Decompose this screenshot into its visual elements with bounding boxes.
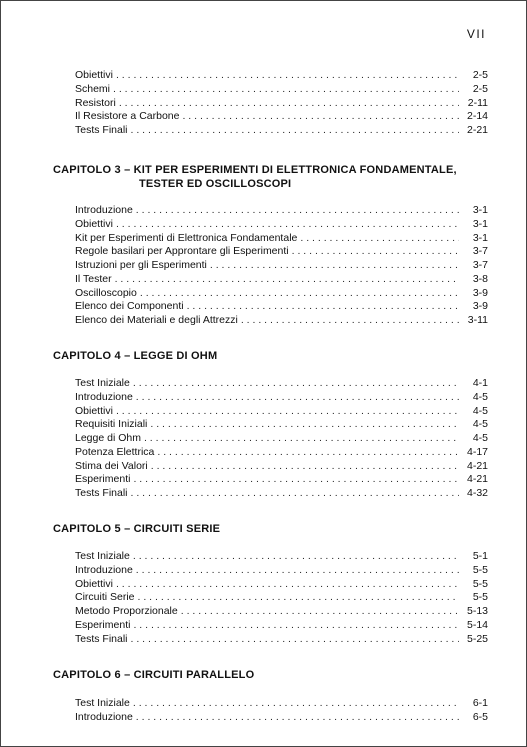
toc-dot-leader: [150, 418, 459, 432]
toc-entry-title: Tests Finali: [75, 487, 128, 499]
toc-entry-title: Schemi: [75, 82, 111, 95]
toc-entry-page: 4-5: [472, 432, 488, 444]
page-number: VII: [466, 27, 486, 41]
toc-entry-page: 5-14: [466, 618, 488, 631]
toc-entry: [75, 418, 488, 432]
toc-entry-title: Elenco dei Materiali e degli Attrezzi: [75, 314, 238, 326]
toc-entry: [75, 605, 488, 619]
toc-dot-leader: [116, 218, 459, 232]
chapter-heading-5: [53, 522, 220, 536]
toc-entry-title: Obiettivi: [75, 217, 113, 230]
toc-entry: [75, 314, 488, 328]
toc-entry-page: 4-21: [466, 473, 488, 486]
toc-entry-title: Regole basilari per Approntare gli Esperimenti: [75, 245, 289, 258]
toc-entry-title: Potenza Elettrica: [75, 445, 155, 458]
toc-entry-title: Test Iniziale: [75, 550, 130, 562]
toc-dot-leader: [136, 391, 459, 405]
toc-dot-leader: [133, 377, 459, 391]
toc-entry: [75, 405, 488, 419]
toc-entry-page: 2-5: [472, 82, 488, 95]
toc-entry: [75, 578, 488, 592]
toc-entry-page: 4-17: [466, 445, 488, 458]
toc-list-chapter-3: [75, 204, 488, 328]
toc-entry-page: 6-5: [472, 710, 488, 723]
toc-list-chapter-2: [75, 69, 488, 138]
toc-entry-page: 5-5: [472, 577, 488, 590]
toc-entry-title: Obiettivi: [75, 404, 113, 417]
toc-dot-leader: [157, 446, 459, 460]
toc-entry: [75, 232, 488, 246]
toc-entry-title: Introduzione: [75, 204, 133, 216]
toc-entry-page: 4-5: [472, 418, 488, 431]
toc-dot-leader: [133, 473, 459, 487]
toc-entry-page: 3-9: [472, 286, 488, 299]
toc-entry-title: Elenco dei Componenti: [75, 300, 184, 313]
toc-entry-page: 2-14: [466, 110, 488, 123]
toc-entry-title: Kit per Esperimenti di Elettronica Fondamentale: [75, 231, 298, 244]
toc-entry-page: 4-5: [472, 390, 488, 403]
toc-entry: [75, 69, 488, 83]
toc-entry-page: 2-5: [472, 69, 488, 81]
toc-entry-page: 4-32: [466, 487, 488, 499]
toc-entry: [75, 245, 488, 259]
toc-entry-title: Oscilloscopio: [75, 286, 137, 299]
toc-entry: [75, 300, 488, 314]
toc-entry-page: 3-1: [472, 231, 488, 244]
toc-dot-leader: [131, 633, 459, 647]
toc-entry: [75, 97, 488, 111]
toc-entry-title: Introduzione: [75, 563, 133, 576]
toc-entry: [75, 460, 488, 474]
toc-dot-leader: [136, 711, 459, 725]
toc-entry-page: 6-1: [472, 697, 488, 709]
toc-entry: [75, 259, 488, 273]
toc-entry-page: 5-5: [472, 563, 488, 576]
toc-entry: [75, 697, 488, 711]
toc-dot-leader: [131, 124, 459, 138]
chapter-heading-line1: CAPITOLO 4 – LEGGE DI OHM: [53, 350, 218, 362]
toc-entry-page: 4-5: [472, 404, 488, 417]
toc-entry-title: Resistori: [75, 96, 116, 109]
toc-entry-title: Test Iniziale: [75, 697, 130, 709]
toc-dot-leader: [116, 405, 459, 419]
toc-entry-page: 3-11: [467, 314, 488, 326]
toc-entry-title: Il Tester: [75, 272, 112, 285]
toc-dot-leader: [133, 550, 459, 564]
toc-entry: [75, 591, 488, 605]
toc-entry-title: Introduzione: [75, 710, 133, 723]
toc-entry-title: Test Iniziale: [75, 377, 130, 389]
toc-list-chapter-5: [75, 550, 488, 646]
toc-dot-leader: [187, 300, 459, 314]
toc-dot-leader: [151, 460, 459, 474]
toc-list-chapter-4: [75, 377, 488, 501]
toc-entry: [75, 377, 488, 391]
toc-dot-leader: [116, 578, 459, 592]
toc-entry-page: 3-1: [472, 217, 488, 230]
toc-entry-page: 3-7: [472, 259, 488, 271]
toc-entry-title: Requisiti Iniziali: [75, 418, 148, 431]
toc-entry: [75, 564, 488, 578]
toc-dot-leader: [136, 204, 459, 218]
toc-entry-page: 3-8: [472, 272, 488, 285]
toc-entry-title: Metodo Proporzionale: [75, 605, 178, 617]
toc-entry: [75, 633, 488, 647]
toc-entry: [75, 473, 488, 487]
chapter-heading-line1: CAPITOLO 6 – CIRCUITI PARALLELO: [53, 669, 255, 681]
toc-dot-leader: [182, 110, 459, 124]
chapter-heading-line1: CAPITOLO 5 – CIRCUITI SERIE: [53, 523, 221, 535]
toc-entry-page: 4-21: [466, 459, 488, 472]
toc-entry-page: 3-1: [472, 204, 488, 216]
toc-entry-page: 4-1: [472, 377, 488, 389]
toc-dot-leader: [116, 69, 459, 83]
toc-dot-leader: [133, 697, 459, 711]
toc-entry-page: 5-13: [466, 605, 488, 617]
toc-entry-page: 3-9: [472, 300, 488, 313]
toc-entry-page: 5-5: [472, 591, 488, 604]
toc-entry-title: Tests Finali: [75, 124, 128, 136]
chapter-heading-line1: CAPITOLO 3 – KIT PER ESPERIMENTI DI ELETTRONICA FONDAMENTALE,: [53, 164, 457, 176]
toc-entry: [75, 273, 488, 287]
toc-entry: [75, 432, 488, 446]
toc-dot-leader: [292, 245, 459, 259]
toc-entry-title: Obiettivi: [75, 69, 113, 81]
toc-entry: [75, 83, 488, 97]
chapter-heading-3: [53, 163, 457, 191]
toc-dot-leader: [241, 314, 459, 328]
toc-entry-title: Introduzione: [75, 390, 133, 403]
toc-entry-page: 5-1: [472, 550, 488, 562]
toc-entry: [75, 550, 488, 564]
toc-dot-leader: [181, 605, 459, 619]
toc-entry: [75, 124, 488, 138]
toc-dot-leader: [138, 591, 459, 605]
toc-entry-title: Esperimenti: [75, 473, 131, 486]
toc-list-chapter-6: [75, 697, 488, 725]
chapter-heading-6: [53, 668, 254, 682]
chapter-heading-4: [53, 349, 217, 363]
toc-dot-leader: [144, 432, 459, 446]
toc-entry-title: Legge di Ohm: [75, 432, 141, 444]
toc-dot-leader: [210, 259, 459, 273]
toc-dot-leader: [131, 487, 459, 501]
toc-entry: [75, 446, 488, 460]
toc-entry: [75, 218, 488, 232]
chapter-heading-line2: TESTER ED OSCILLOSCOPI: [139, 178, 292, 190]
toc-dot-leader: [113, 83, 459, 97]
toc-entry-page: 2-21: [466, 124, 488, 136]
toc-dot-leader: [115, 273, 459, 287]
toc-entry: [75, 619, 488, 633]
toc-entry: [75, 711, 488, 725]
toc-entry-title: Circuiti Serie: [75, 591, 135, 604]
toc-entry-title: Tests Finali: [75, 632, 128, 645]
toc-entry: [75, 391, 488, 405]
toc-entry-title: Il Resistore a Carbone: [75, 110, 180, 123]
toc-entry: [75, 110, 488, 124]
toc-entry-title: Esperimenti: [75, 618, 131, 631]
toc-entry: [75, 204, 488, 218]
toc-dot-leader: [140, 287, 459, 301]
toc-entry-page: 5-25: [466, 632, 488, 645]
toc-dot-leader: [300, 232, 459, 246]
toc-entry-title: Obiettivi: [75, 577, 113, 590]
toc-dot-leader: [136, 564, 459, 578]
toc-entry-title: Stima dei Valori: [75, 459, 148, 472]
toc-entry: [75, 487, 488, 501]
toc-dot-leader: [133, 619, 459, 633]
toc-entry: [75, 287, 488, 301]
toc-entry-page: 3-7: [472, 245, 488, 258]
toc-entry-title: Istruzioni per gli Esperimenti: [75, 259, 207, 271]
toc-dot-leader: [119, 97, 459, 111]
toc-entry-page: 2-11: [467, 96, 488, 109]
